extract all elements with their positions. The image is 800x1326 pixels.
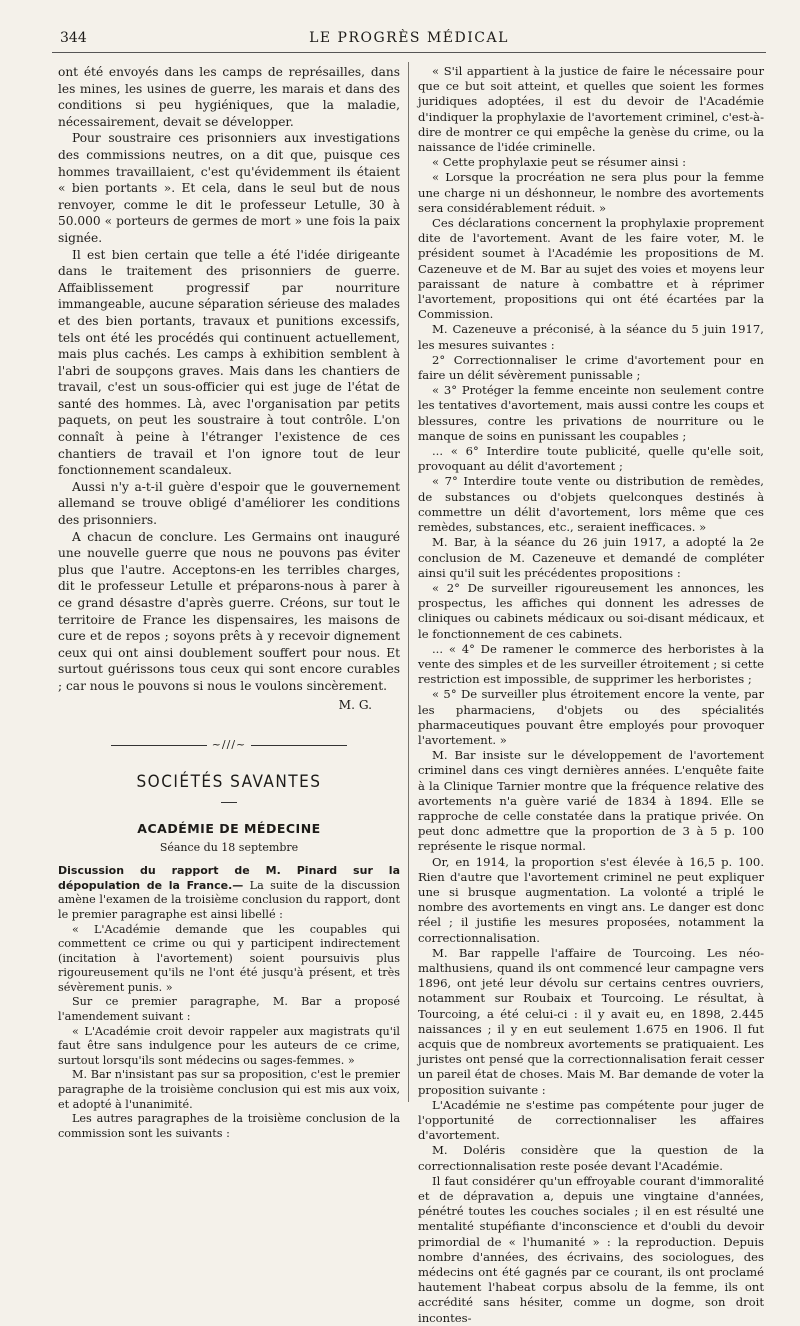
paragraph: M. Bar n'insistant pas sur sa proposition, c'est le premier paragraphe de la troisième conclusion qui est mis aux voix, et adopté à l'unanimité. xyxy=(58,1068,400,1111)
paragraph: Pour soustraire ces prisonniers aux investigations des commissions neutres, on a dit que, puisque ces hommes travaillaient, c'est qu'évidemment ils étaient « bien portants ». Et cela, dans le seul but de nous renvoyer, comme le dit le professeur Letulle, 30 à 50.000 « porteurs de germes de mort » une fois la paix signée. xyxy=(58,131,400,245)
paragraph: M. Bar, à la séance du 26 juin 1917, a adopté la 2e conclusion de M. Cazeneuve et demandé de compléter ainsi qu'il suit les précédentes propositions : xyxy=(418,535,764,580)
running-title: LE PROGRÈS MÉDICAL xyxy=(309,30,509,46)
paragraph: « Cette prophylaxie peut se résumer ainsi : xyxy=(432,155,686,170)
left-column xyxy=(58,64,400,1141)
paragraph: ... « 4° De ramener le commerce des herboristes à la vente des simples et de les surveiller étroitement ; si cette restriction est impossible, de supprimer les herboristes ; xyxy=(418,641,764,687)
paragraph: M. Cazeneuve a préconisé, à la séance du 5 juin 1917, les mesures suivantes : xyxy=(418,322,764,352)
paragraph: Il faut considérer qu'un effroyable courant d'immoralité et de dépravation a, depuis une vingtaine d'années, pénétré toutes les couches sociales ; il en est résulté une mentalité stupéfiante d'inconscience et d'oubli du devoir primordial de « l'humanité » : la reproduction. Depuis nombre d'années, des écrivains, des sociologues, des médecins ont été gagnés par ce courant, ils ont proclamé hautement l'habeat corpus absolu de la femme, ils ont accrédité sans hésiter, comme un dogme, son droit incontes- xyxy=(418,1173,764,1325)
session-date: Séance du 18 septembre xyxy=(159,840,299,854)
paragraph: ont été envoyés dans les camps de représailles, dans les mines, les usines de guerre, les marais et dans des conditions si peu hygiéniques, que la maladie, nécessairement, devait se développer. xyxy=(58,65,400,129)
paragraph: « L'Académie demande que les coupables qui commettent ce crime ou qui y participent indirectement (incitation à l'avortement) soient poursuivis plus rigoureusement qu'ils ne l'ont été jusqu'à présent, et très sévèrement punis. » xyxy=(58,922,400,994)
paragraph: A chacun de conclure. Les Germains ont inauguré une nouvelle guerre que nous ne pouvons pas éviter plus que l'autre. Acceptons-en les terribles charges, dit le professeur Letulle et préparons-nous à parer à ce grand désastre d'après guerre. Créons, sur tout le territoire de France les dispensaires, les maisons de cure et de repos ; soyons prêts à y recevoir dignement ceux qui ont ainsi doublement souffert pour nous. Et surtout guérissons tous ceux qui sont encore curables ; car nous le pouvons si nous le voulons sincèrement. xyxy=(58,529,400,693)
paragraph: Or, en 1914, la proportion s'est élevée à 16,5 p. 100. Rien d'autre que l'avortement criminel ne peut expliquer une si brusque augmentation. La volonté a triplé le nombre des avortements en vingt ans. Le danger est donc réel ; il justifie les mesures proposées, notamment la correctionnalisation. xyxy=(418,854,764,945)
discussion-text: La suite de la discussion amène l'examen de la troisième conclusion du rapport, dont le premier paragraphe est ainsi libellé : xyxy=(58,878,400,921)
column-divider xyxy=(408,62,409,1102)
paragraph: Ces déclarations concernent la prophylaxie proprement dite de l'avortement. Avant de les faire voter, M. le président soumet à l'Académie les propositions de M. Cazeneuve et de M. Bar au sujet des voies et moyens leur paraissant de nature à combattre et à réprimer l'avortement, propositions qui ont été écartées par la Commission. xyxy=(418,216,764,322)
paragraph: « 3° Protéger la femme enceinte non seulement contre les tentatives d'avortement, mais aussi contre les coups et blessures, contre les privations de nourriture ou le manque de soins en punissant les coupables ; xyxy=(418,383,764,443)
page-header xyxy=(52,30,766,53)
title-dash xyxy=(58,794,400,811)
paragraph: ... « 6° Interdire toute publicité, quelle qu'elle soit, provoquant au délit d'avortement ; xyxy=(418,444,764,474)
discussion-paragraph xyxy=(58,864,400,922)
paragraph: L'Académie ne s'estime pas compétente pour juger de l'opportunité de correctionnaliser les affaires d'avortement. xyxy=(418,1097,764,1143)
section-ornament: ~∕∕∕~ xyxy=(58,737,400,754)
paragraph: 2° Correctionnaliser le crime d'avortement pour en faire un délit sévèrement punissable ; xyxy=(418,352,764,383)
author-signature: M. G. xyxy=(338,697,372,712)
paragraph: « 2° De surveiller rigoureusement les annonces, les prospectus, les affiches qui donnent les adresses de cliniques ou cabinets médicaux ou soi-disant médicaux, et le fonctionnement de ces cabinets. xyxy=(418,580,764,641)
section-title: SOCIÉTÉS SAVANTES xyxy=(136,771,322,792)
paragraph: Aussi n'y a-t-il guère d'espoir que le gouvernement allemand se trouve obligé d'améliorer les conditions des prisonniers. xyxy=(58,479,400,528)
paragraph: M. Doléris considère que la question de la correctionnalisation reste posée devant l'Académie. xyxy=(418,1143,764,1173)
paragraph: Sur ce premier paragraphe, M. Bar a proposé l'amendement suivant : xyxy=(58,995,400,1024)
paragraph: Les autres paragraphes de la troisième conclusion de la commission sont les suivants : xyxy=(58,1112,400,1140)
paragraph: Il est bien certain que telle a été l'idée dirigeante dans le traitement des prisonniers de guerre. Affaiblissement progressif par nourriture immangeable, aucune séparation sérieuse des malades et des bien portants, travaux et punitions excessifs, tels ont été les procédés qui continuent actuellement, mais plus cachés. Les camps à exhibition semblent à l'abri de soupçons graves. Mais dans les chantiers de travail, c'est un sous-officier qui est juge de l'état de santé des hommes. Là, avec l'organisation par petits paquets, on peut les soustraire à tout contrôle. L'on connaît à peine à l'étranger l'existence de ces chantiers de travail et l'on ignore tout de leur fonctionnement scandaleux. xyxy=(58,247,400,478)
academy-heading: ACADÉMIE DE MÉDECINE xyxy=(137,820,321,836)
right-column xyxy=(418,64,764,1326)
paragraph: M. Bar rappelle l'affaire de Tourcoing. Les néo-malthusiens, quand ils ont commencé leur campagne vers 1896, ont jeté leur dévolu sur certains centres ouvriers, notamment sur Roubaix et Tourcoing. Le résultat, à Tourcoing, a été celui-ci : il y avait eu, en 1898, 2.445 naissances ; il y en eut seulement 1.675 en 1906. Il fut acquis que de nombreux avortements se pratiquaient. Les juristes ont pensé que la correctionnalisation ferait cesser un pareil état de choses. Mais M. Bar demande de voter la proposition suivante : xyxy=(418,945,764,1097)
paragraph: M. Bar insiste sur le développement de l'avortement criminel dans ces vingt dernières années. L'enquête faite à la Clinique Tarnier montre que la fréquence relative des avortements n'a guère varié de 1834 à 1894. Elle se rapproche de celle constatée dans la pratique privée. On peut donc admettre que la proportion de 3 à 5 p. 100 représente le risque normal. xyxy=(418,748,764,854)
page-number: 344 xyxy=(60,30,87,46)
paragraph: « L'Académie croit devoir rappeler aux magistrats qu'il faut être sans indulgence pour les auteurs de ce crime, surtout lorsqu'ils sont médecins ou sages-femmes. » xyxy=(58,1024,400,1067)
discussion-heading: Discussion du rapport de M. Pinard sur la dépopulation de la France.— xyxy=(58,864,400,892)
paragraph: « Lorsque la procréation ne sera plus pour la femme une charge ni un déshonneur, le nombre des avortements sera considérablement réduit. » xyxy=(418,170,764,215)
paragraph: « 7° Interdire toute vente ou distribution de remèdes, de substances ou d'objets quelconques destinés à commettre un délit d'avortement, lors même que ces remèdes, substances, etc., seraient inefficaces. » xyxy=(418,474,764,535)
paragraph: « S'il appartient à la justice de faire le nécessaire pour que ce but soit atteint, et quelles que soient les formes juridiques adoptées, il est du devoir de l'Académie d'indiquer la prophylaxie de l'avortement criminel, c'est-à-dire de montrer ce qui empêche la genèse du crime, ou la naissance de l'idée criminelle. xyxy=(418,64,764,155)
paragraph: « 5° De surveiller plus étroitement encore la vente, par les pharmaciens, d'objets ou des spécialités pharmaceutiques pouvant être employés pour provoquer l'avortement. » xyxy=(418,687,764,747)
